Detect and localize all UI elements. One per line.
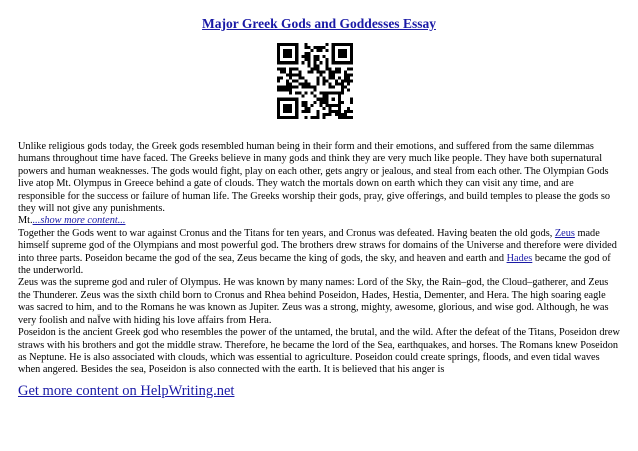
hades-link[interactable]: Hades	[506, 252, 533, 264]
essay-body	[18, 141, 622, 377]
paragraph-3: Zeus was the supreme god and ruler of Olympus. He was known by many names: Lord of the Sky, the Rain–god, the Cloud–gatherer, and Zeus the Thunderer. Zeus was the sixth child born to Cronus and Rhea behind Poseidon, Hades, Hestia, Dementer, and Hera. The high soaring eagle was sacred to him, and to the Romans he was known as Jupiter. Zeus was a strong, mighty, awesome, glorious, and wise god. Although, he was very foolish and naÏve with hiding his love affairs from Hera.	[18, 277, 609, 326]
get-more-content-link[interactable]: Get more content on HelpWriting.net	[18, 383, 235, 399]
page-title[interactable]: Major Greek Gods and Goddesses Essay	[202, 16, 436, 31]
paragraph-1: Unlike religious gods today, the Greek gods resembled human being in their form and their emotions, and suffered from the same dilemmas humans throughout time have faced. The Greeks believe in many gods and think they are very much like people. They have both supernatural powers and human weaknesses. The gods would fight, play on each other, gets angry or jealous, and steal from each other. The Olympian Gods live atop Mt. Olympus in Greece behind a gate of clouds. They watch the mortals down on earth which they can visit any time, and are responsible for the success or failure of human life. The Greeks worship their gods, pray, give offerings, and build temples to please the gods so they will not give any punishments. Mt....show more content...	[18, 141, 611, 227]
qr-code-icon	[277, 43, 353, 119]
paragraph-4: Poseidon is the ancient Greek god who resembles the power of the untamed, the brutal, and the wild. After the defeat of the Titans, Poseidon drew straws with his brothers and got the middle straw. Therefore, he became the lord of the Sea, earthquakes, and horses. The Romans knew Poseidon as Neptune. He is also associated with clouds, which was essential to agriculture. Poseidon could create springs, floods, and even tidal waves when angered. Besides the sea, Poseidon is also connected with the earth. It is believed that his anger is	[18, 327, 620, 376]
paragraph-2: Together the Gods went to war against Cronus and the Titans for ten years, and Cronus was defeated. Having beaten the old gods, Zeus made himself supreme god of the Olympians and most powerful god. The brothers drew straws for domains of the Universe and therefore were divided into three parts. Poseidon became the god of the sea, Zeus became the king of gods, the sky, and heaven and earth and Hades became the god of the underworld.	[18, 227, 617, 277]
show-more-link[interactable]: ...show more content...	[32, 215, 126, 227]
zeus-link[interactable]: Zeus	[554, 227, 575, 239]
